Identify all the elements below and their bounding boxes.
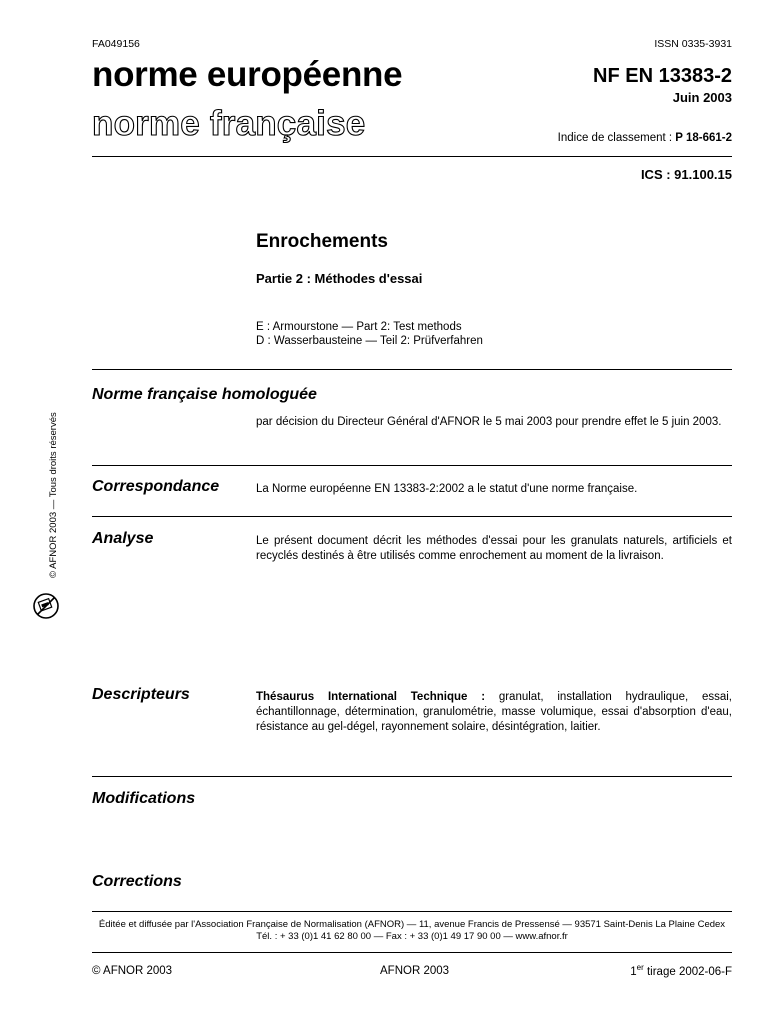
thesaurus-label: Thésaurus International Technique :: [256, 691, 486, 703]
document-title: Enrochements: [256, 231, 388, 252]
footer-divider: [92, 911, 732, 912]
heading-analyse: Analyse: [92, 530, 154, 547]
footer-copyright: © AFNOR 2003: [92, 965, 173, 977]
section-divider: [92, 369, 732, 370]
publisher-line-1: Éditée et diffusée par l'Association Française de Normalisation (AFNOR) — 11, avenue Francis de Pressensé — 93571 Saint-Denis La Plaine Cedex: [98, 919, 726, 930]
classification-index: [558, 132, 732, 144]
homologuee-text: par décision du Directeur Général d'AFNOR le 5 mai 2003 pour prendre effet le 5 juin 2003.: [256, 416, 722, 428]
publisher-line-2: Tél. : + 33 (0)1 41 62 80 00 — Fax : + 33 (0)1 49 17 90 00 — www.afnor.fr: [256, 931, 568, 942]
standard-number: NF EN 13383-2: [593, 65, 732, 87]
no-photocopy-icon: [32, 592, 60, 620]
heading-homologuee: Norme française homologuée: [92, 386, 317, 403]
document-subtitle: Partie 2 : Méthodes d'essai: [256, 271, 423, 286]
print-run-superscript: er: [636, 963, 644, 972]
heading-correspondance: Correspondance: [92, 478, 220, 495]
ics-code: ICS : 91.100.15: [640, 167, 732, 182]
document-reference: FA049156: [92, 38, 140, 50]
heading-modifications: Modifications: [92, 790, 196, 807]
title-norme-europeenne: norme européenne: [92, 55, 403, 94]
print-run-text: tirage 2002-06-F: [643, 965, 732, 978]
correspondance-text: La Norme européenne EN 13383-2:2002 a le statut d'une norme française.: [256, 483, 638, 495]
classification-value: P 18-661-2: [675, 132, 732, 144]
publication-date: Juin 2003: [672, 90, 732, 105]
print-run-number: 1: [630, 965, 637, 978]
footer-center: AFNOR 2003: [380, 965, 450, 977]
header-divider: [92, 156, 732, 157]
issn: ISSN 0335-3931: [654, 38, 732, 50]
descripteurs-text: [256, 690, 732, 735]
heading-corrections: Corrections: [92, 873, 182, 890]
section-divider: [92, 776, 732, 777]
title-norme-francaise: norme française: [92, 104, 366, 143]
translation-english: E : Armourstone — Part 2: Test methods: [256, 321, 462, 333]
section-divider: [92, 465, 732, 466]
translation-german: D : Wasserbausteine — Teil 2: Prüfverfahren: [256, 335, 483, 347]
sidebar-copyright: © AFNOR 2003 — Tous droits réservés: [48, 412, 59, 578]
section-divider: [92, 516, 732, 517]
bottom-divider: [92, 952, 732, 953]
heading-descripteurs: Descripteurs: [92, 686, 190, 703]
print-run: [630, 963, 732, 978]
descripteurs-keywords: granulat, installation hydraulique, essai, échantillonnage, détermination, granulométrie, masse volumique, essai d'absorption d'eau, résistance au gel-dégel, rayonnement solaire, désintégration, laitier.: [256, 691, 732, 733]
analyse-text: Le présent document décrit les méthodes d'essai pour les granulats naturels, artificiels et recyclés destinés à être utilisés comme enrochement au moment de la livraison.: [256, 535, 732, 562]
classification-label: Indice de classement :: [557, 132, 676, 144]
